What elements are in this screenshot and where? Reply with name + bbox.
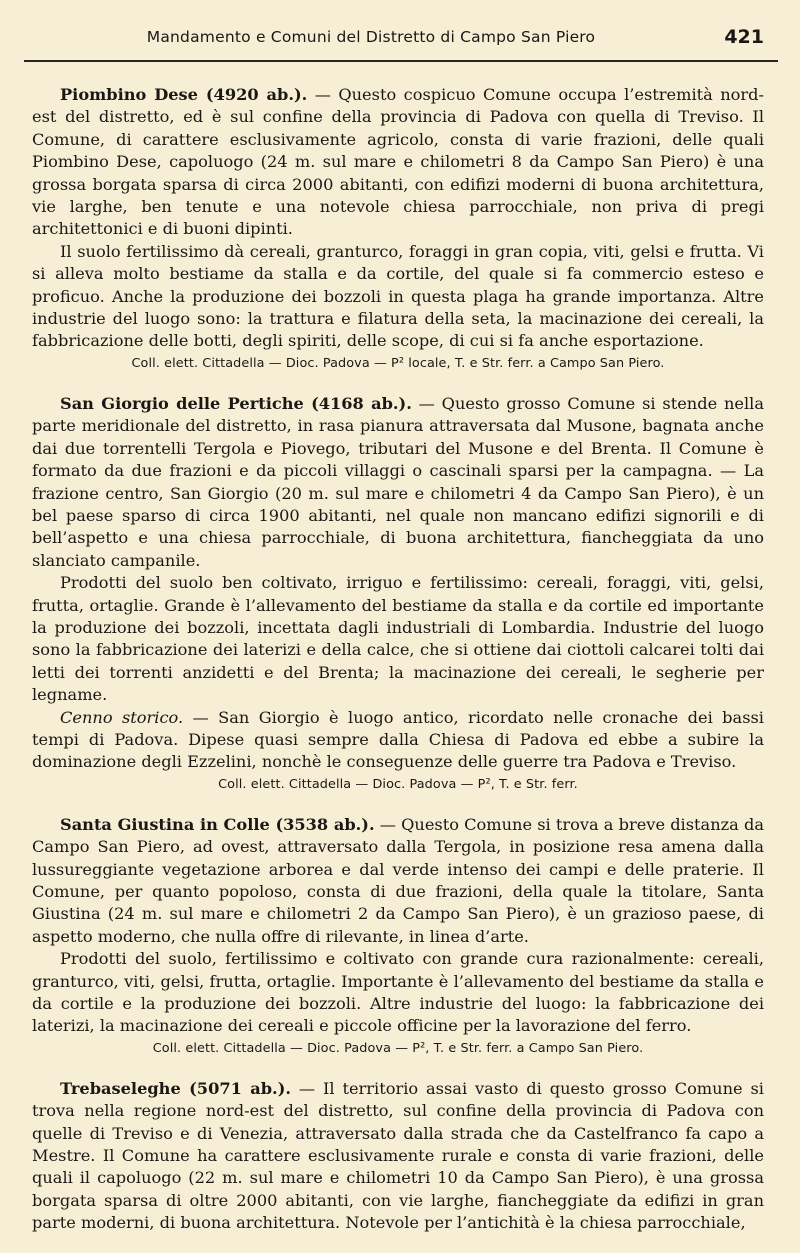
entry-name: Piombino Dese (4920 ab.).: [60, 85, 308, 104]
entry-text: — Questo Comune si trova a breve distanza da Campo San Piero, ad ovest, attraversato dalla Tergola, in posizione resa amena dalla lussureggiante vegetazione arborea e dal verde intenso dei campi e delle praterie. Il Comune, per quanto popoloso, consta di due frazioni, della quale la titolare, Santa Giustina (24 m. sul mare e chilometri 2 da Campo San Piero), è un grazioso paese, di aspetto moderno, che nulla offre di rilevante, in linea d’arte.: [32, 814, 764, 946]
page-number: 421: [724, 26, 764, 48]
entry-text: — Questo cospicuo Comune occupa l’estremità nord-est del distretto, ed è sul confine della provincia di Padova con quella di Treviso. Il Comune, di carattere esclusivamente agricolo, consta di varie frazioni, delle quali Piombino Dese, capoluogo (24 m. sul mare e chilometri 8 da Campo San Piero) è una grossa borgata sparsa di circa 2000 abitanti, con edifizi moderni di buona architettura, vie larghe, ben tenute e una notevole chiesa parrocchiale, non priva di pregi architettonici e di buoni dipinti.: [32, 85, 764, 239]
entry-name: San Giorgio delle Pertiche (4168 ab.).: [60, 393, 412, 413]
entry-trebaseleghe: [32, 1078, 764, 1235]
entry-paragraph: [32, 84, 764, 241]
entry-paragraph: Il suolo fertilissimo dà cereali, granturco, foraggi in gran copia, viti, gelsi e frutta. Vi si alleva molto bestiame da stalla e da cortile, del quale si fa commercio esteso e proficuo. Anche la produzione dei bozzoli in questa plaga ha grande importanza. Altre industrie del luogo sono: la trattura e filatura della seta, la macinazione dei cereali, la fabbricazione delle botti, degli spiriti, delle scope, di cui si fa anche esportazione.: [32, 241, 764, 351]
entry-paragraph: [32, 393, 764, 572]
entry-san-giorgio-delle-pertiche: [32, 393, 764, 796]
collegio-note: Coll. elett. Cittadella — Dioc. Padova — P², T. e Str. ferr. a Campo San Piero.: [152, 1040, 644, 1056]
entry-text: — Questo grosso Comune si stende nella parte meridionale del distretto, in rasa pianura attraversata dal Musone, bagnata anche dai due torrentelli Tergola e Piovego, tributari del Musone e del Brenta. Il Comune è formato da due frazioni e da piccoli villaggi o cascinali sparsi per la campagna. — La frazione centro, San Giorgio (20 m. sul mare e chilometri 4 da Campo San Piero), è un bel paese sparso di circa 1900 abitanti, nel quale non mancano edifizi signorili e di bell’aspetto e una chiesa parrocchiale, di buona architettura, fiancheggiata da uno slanciato campanile.: [32, 393, 764, 570]
entry-paragraph: Prodotti del suolo, fertilissimo e coltivato con grande cura razionalmente: cereali, granturco, viti, gelsi, frutta, ortaglie. Importante è l’allevamento del bestiame da stalla e da cortile e la produzione dei bozzoli. Altre industrie del luogo: la fabbricazione dei laterizi, la macinazione dei cereali e piccole officine per la lavorazione del ferro.: [32, 949, 764, 1036]
entry-piombino-dese: [32, 84, 764, 375]
collegio-note: Coll. elett. Cittadella — Dioc. Padova — P² locale, T. e Str. ferr. a Campo San Piero.: [131, 355, 665, 371]
entry-santa-giustina-in-colle: [32, 814, 764, 1060]
entry-paragraph: [32, 814, 764, 948]
history-label: Cenno storico.: [60, 707, 184, 727]
header-rule: [24, 60, 778, 62]
page-body: [32, 84, 764, 1253]
entry-paragraph: [32, 1078, 764, 1235]
entry-name: Trebaseleghe (5071 ab.).: [60, 1078, 291, 1098]
running-title: Mandamento e Comuni del Distretto di Campo San Piero: [146, 28, 596, 46]
collegio-note: Coll. elett. Cittadella — Dioc. Padova — P², T. e Str. ferr.: [218, 776, 578, 792]
entry-paragraph: Prodotti del suolo ben coltivato, irriguo e fertilissimo: cereali, foraggi, viti, gelsi, frutta, ortaglie. Grande è l’allevamento del bestiame da stalla e da cortile ed importante la produzione dei bozzoli, incettata dagli industriali di Lombardia. Industrie del luogo sono la fabbricazione dei laterizi e della calce, che si ottiene dai ciottoli calcarei tolti dai letti dei torrenti anzidetti e del Brenta; la macinazione dei cereali, le segherie per legname.: [32, 573, 764, 705]
history-paragraph: [32, 707, 764, 774]
page-header: [38, 10, 764, 64]
entry-text: — Il territorio assai vasto di questo grosso Comune si trova nella regione nord-est del distretto, sul confine della provincia di Padova con quelle di Treviso e di Venezia, attraversato dalla strada che da Castelfranco fa capo a Mestre. Il Comune ha carattere esclusivamente rurale e consta di varie frazioni, delle quali il capoluogo (22 m. sul mare e chilometri 10 da Campo San Piero), è una grossa borgata sparsa di oltre 2000 abitanti, con vie larghe, fiancheggiate da edifizi in gran parte moderni, di buona architettura. Notevole per l’antichità è la chiesa parrocchiale,: [32, 1078, 764, 1233]
entry-name: Santa Giustina in Colle (3538 ab.).: [60, 814, 375, 834]
history-text: — San Giorgio è luogo antico, ricordato nelle cronache dei bassi tempi di Padova. Dipese quasi sempre dalla Chiesa di Padova ed ebbe a subire la dominazione degli Ezzelini, nonchè le conseguenze delle guerre tra Padova e Treviso.: [32, 707, 764, 772]
